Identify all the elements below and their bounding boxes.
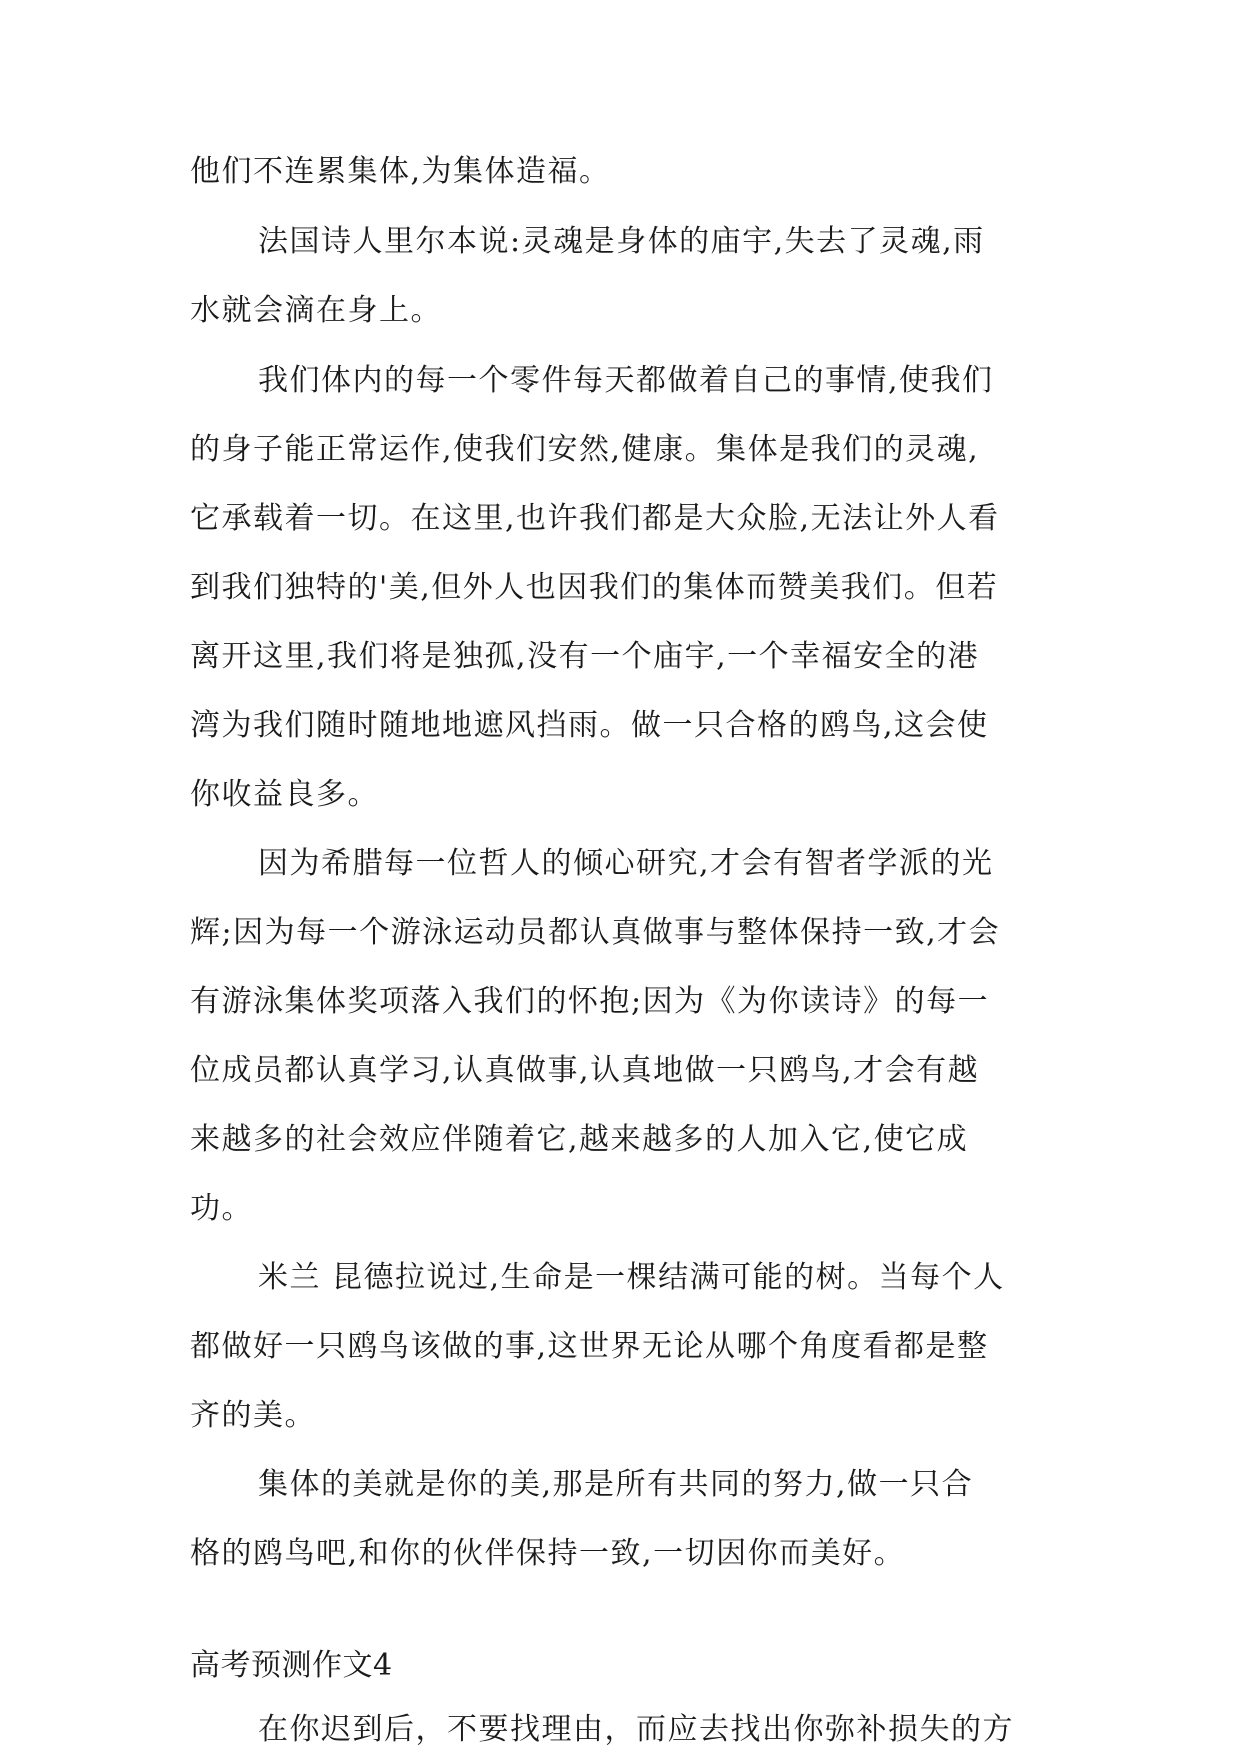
text-line: 水就会滴在身上。 xyxy=(190,293,442,328)
text-line: 格的鸥鸟吧,和你的伙伴保持一致,一切因你而美好。 xyxy=(190,1536,906,1571)
text-line: 有游泳集体奖项落入我们的怀抱;因为《为你读诗》的每一 xyxy=(190,984,990,1019)
text-line: 离开这里,我们将是独孤,没有一个庙宇,一个幸福安全的港 xyxy=(190,639,980,674)
text-line: 位成员都认真学习,认真做事,认真地做一只鸥鸟,才会有越 xyxy=(190,1053,980,1088)
text-line: 的身子能正常运作,使我们安然,健康。集体是我们的灵魂, xyxy=(190,432,980,467)
paragraph-first-line: 米兰 昆德拉说过,生命是一棵结满可能的树。当每个人 xyxy=(258,1260,1005,1295)
paragraph-first-line: 因为希腊每一位哲人的倾心研究,才会有智者学派的光 xyxy=(258,846,994,881)
paragraph-first-line: 在你迟到后，不要找理由，而应去找出你弥补损失的方 xyxy=(258,1712,1014,1747)
text-line: 功。 xyxy=(190,1191,253,1226)
text-line: 齐的美。 xyxy=(190,1398,316,1433)
section-heading: 高考预测作文4 xyxy=(190,1648,393,1683)
paragraph-first-line: 集体的美就是你的美,那是所有共同的努力,做一只合 xyxy=(258,1467,974,1502)
text-line: 辉;因为每一个游泳运动员都认真做事与整体保持一致,才会 xyxy=(190,915,1001,950)
paragraph-first-line: 法国诗人里尔本说:灵魂是身体的庙宇,失去了灵魂,雨 xyxy=(258,224,985,259)
text-line: 都做好一只鸥鸟该做的事,这世界无论从哪个角度看都是整 xyxy=(190,1329,989,1364)
text-line: 到我们独特的'美,但外人也因我们的集体而赞美我们。但若 xyxy=(190,570,999,605)
text-line: 它承载着一切。在这里,也许我们都是大众脸,无法让外人看 xyxy=(190,501,1000,536)
text-line: 来越多的社会效应伴随着它,越来越多的人加入它,使它成 xyxy=(190,1122,969,1157)
text-line: 你收益良多。 xyxy=(190,777,379,812)
paragraph-first-line: 我们体内的每一个零件每天都做着自己的事情,使我们 xyxy=(258,363,994,398)
text-line: 他们不连累集体,为集体造福。 xyxy=(190,154,611,189)
text-line: 湾为我们随时随地地遮风挡雨。做一只合格的鸥鸟,这会使 xyxy=(190,708,989,743)
